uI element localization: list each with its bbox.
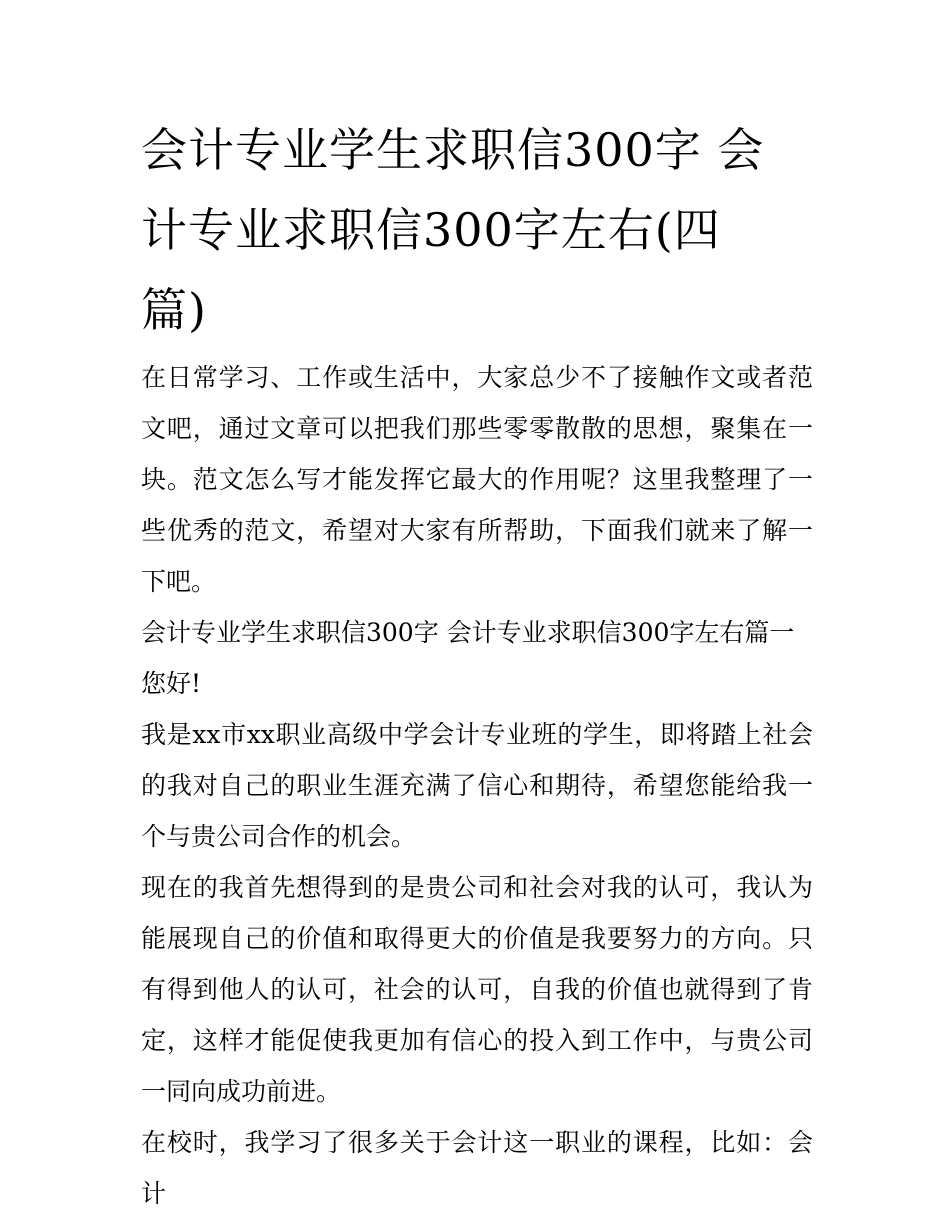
paragraph-intro: 在日常学习、工作或生活中，大家总少不了接触作文或者范文吧，通过文章可以把我们那些零零散散的思想，聚集在一块。范文怎么写才能发挥它最大的作用呢？这里我整理了一些优秀的范文，希望对大家有所帮助，下面我们就来了解一下吧。 xyxy=(141,363,813,596)
paragraph-section-heading: 会计专业学生求职信300字 会计专业求职信300字左右篇一 xyxy=(141,618,795,647)
title-line-2: 计专业求职信300字左右(四 xyxy=(141,203,721,257)
document-body xyxy=(141,352,813,1219)
paragraph-self-intro: 我是xx市xx职业高级中学会计专业班的学生，即将踏上社会的我对自己的职业生涯充满了信心和期待，希望您能给我一个与贵公司合作的机会。 xyxy=(141,720,813,851)
paragraph-education: 在校时，我学习了很多关于会计这一职业的课程，比如：会计 xyxy=(141,1128,813,1208)
document-title xyxy=(141,110,821,350)
title-line-1: 会计专业学生求职信300字 会 xyxy=(141,123,765,177)
title-line-3: 篇) xyxy=(141,283,207,337)
paragraph-greeting: 您好! xyxy=(141,669,202,698)
paragraph-goals: 现在的我首先想得到的是贵公司和社会对我的认可，我认为能展现自己的价值和取得更大的价值是我要努力的方向。只有得到他人的认可，社会的认可，自我的价值也就得到了肯定，这样才能促使我更加有信心的投入到工作中，与贵公司一同向成功前进。 xyxy=(141,873,813,1106)
